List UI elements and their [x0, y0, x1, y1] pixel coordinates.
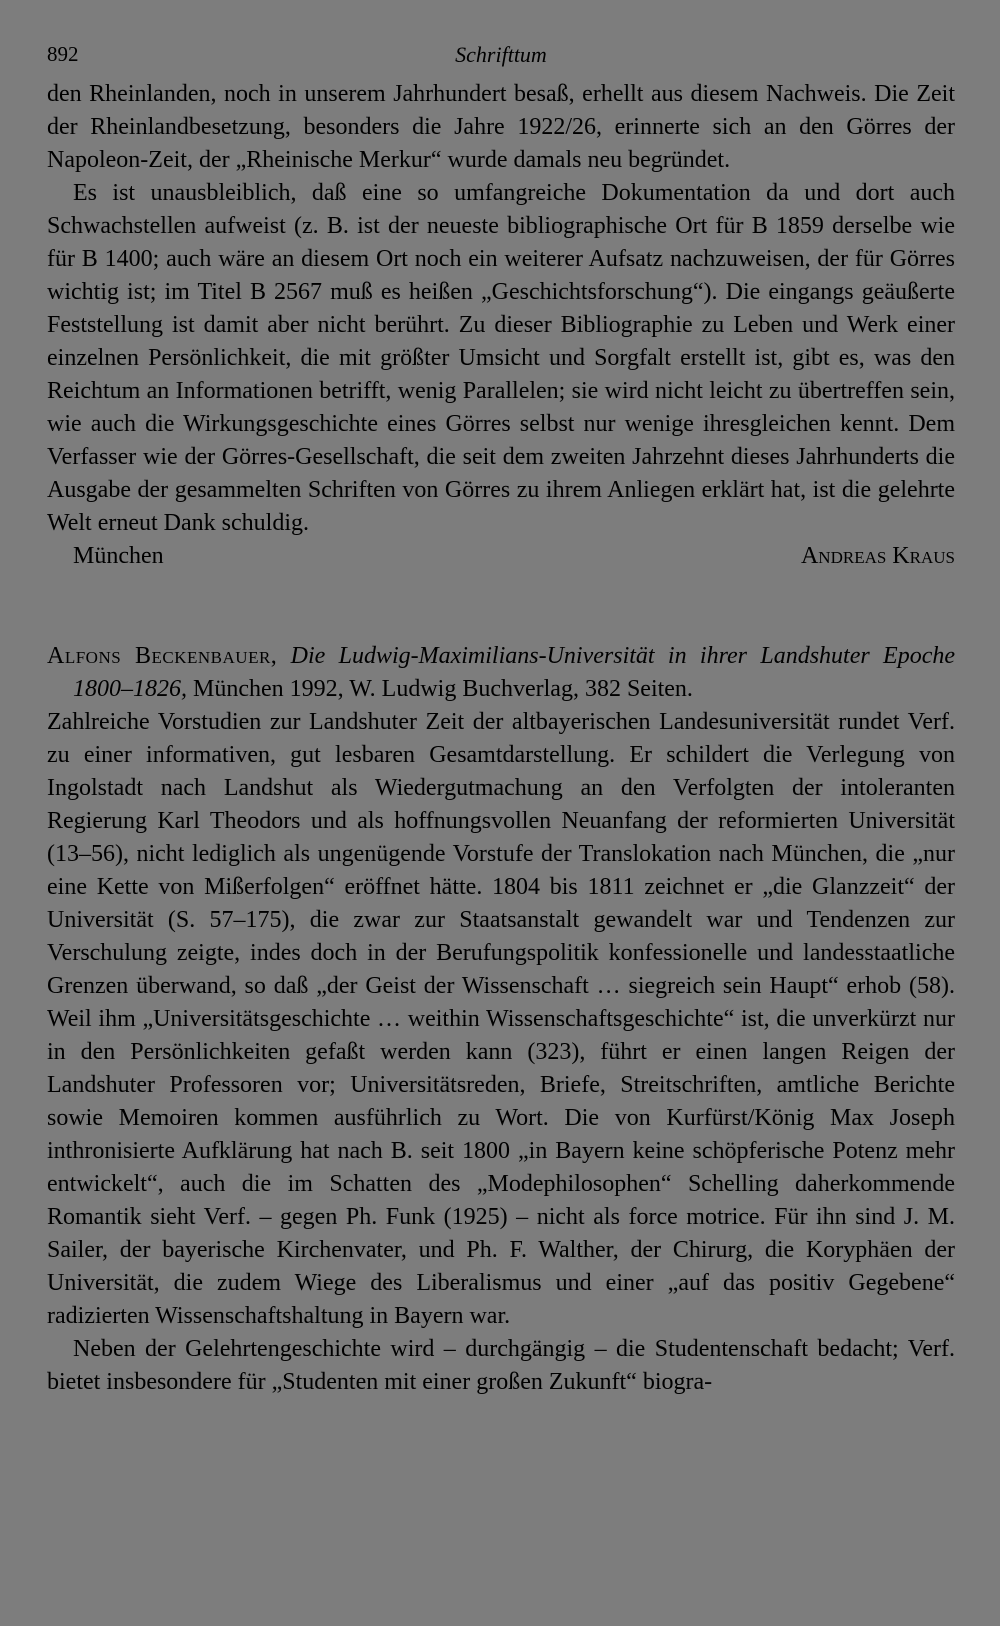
running-title: Schrifttum — [455, 42, 547, 67]
review1-place: München — [73, 543, 164, 569]
document-page — [47, 38, 955, 1399]
review2-title: Die Ludwig-Maximilians-Universität in ihrer Landshuter Epoche 1800–1826, — [73, 643, 955, 702]
running-header — [47, 38, 955, 78]
review2-paragraph-2: Neben der Gelehrtengeschichte wird – durchgängig – die Studentenschaft bedacht; Verf. bietet insbesondere für „Studenten mit einer großen Zukunft“ biogra- — [47, 1336, 955, 1395]
review1-paragraph-1: den Rheinlanden, noch in unserem Jahrhundert besaß, erhellt aus diesem Nachweis. Die Zeit der Rheinlandbesetzung, besonders die Jahre 1922/26, erinnerte sich an den Görres der Napoleon-Zeit, der „Rheinische Merkur“ wurde damals neu begründet. — [47, 81, 955, 173]
review2-bibliographic-heading — [47, 640, 955, 706]
page-number: 892 — [47, 42, 79, 66]
review1-paragraph-2: Es ist unausbleiblich, daß eine so umfangreiche Dokumentation da und dort auch Schwachstellen aufweist (z. B. ist der neueste bibliographische Ort für B 1859 derselbe wie für B 1400; auch wäre an diesem Ort noch ein weiterer Aufsatz nachzuweisen, der für Görres wichtig ist; im Titel B 2567 muß es heißen „Geschichtsforschung“). Die eingangs geäußerte Feststellung ist damit aber nicht berührt. Zu dieser Bibliographie zu Leben und Werk einer einzelnen Persönlichkeit, die mit größter Umsicht und Sorgfalt erstellt ist, gibt es, was den Reichtum an Informationen betrifft, wenig Parallelen; sie wird nicht leicht zu übertreffen sein, wie auch die Wirkungsgeschichte eines Görres selbst nur wenige ihresgleichen kennt. Dem Verfasser wie der Görres-Gesellschaft, die seit dem zweiten Jahrzehnt dieses Jahrhunderts die Ausgabe der gesammelten Schriften von Görres zu ihrem Anliegen erklärt hat, ist die gelehrte Welt erneut Dank schuldig. — [47, 180, 955, 536]
review1-signature — [47, 540, 955, 573]
review2-author: Alfons Beckenbauer, — [47, 643, 278, 669]
review2-paragraph-1: Zahlreiche Vorstudien zur Landshuter Zeit der altbayerischen Landesuniversität rundet Verf. zu einer informativen, gut lesbaren Gesamtdarstellung. Er schildert die Verlegung von Ingolstadt nach Landshut als Wiedergutmachung an den Verfolgten der intoleranten Regierung Karl Theodors und als hoffnungsvollen Neuanfang der reformierten Universität (13–56), nicht lediglich als ungenügende Vorstufe der Translokation nach München, die „nur eine Kette von Mißerfolgen“ eröffnet hätte. 1804 bis 1811 zeichnet er „die Glanzzeit“ der Universität (S. 57–175), die zwar zur Staatsanstalt gewandelt war und Tendenzen zur Verschulung zeigte, indes doch in der Berufungspolitik konfessionelle und landesstaatliche Grenzen überwand, so daß „der Geist der Wissenschaft … siegreich sein Haupt“ erhob (58). Weil ihm „Universitätsgeschichte … weithin Wissenschaftsgeschichte“ ist, die unverkürzt nur in den Persönlichkeiten gefaßt werden kann (323), führt er einen langen Reigen der Landshuter Professoren vor; Universitätsreden, Briefe, Streitschriften, amtliche Berichte sowie Memoiren kommen ausführlich zu Wort. Die von Kurfürst/König Max Joseph inthronisierte Aufklärung hat nach B. seit 1800 „in Bayern keine schöpferische Potenz mehr entwickelt“, auch die im Schatten des „Modephilosophen“ Schelling daherkommende Romantik sieht Verf. – gegen Ph. Funk (1925) – nicht als force motrice. Für ihn sind J. M. Sailer, der bayerische Kirchenvater, und Ph. F. Walther, der Chirurg, die Koryphäen der Universität, die zudem Wiege des Liberalismus und einer „auf das positiv Gegebene“ radizierten Wissenschaftshaltung in Bayern war. — [47, 709, 955, 1329]
review2-imprint: München 1992, W. Ludwig Buchverlag, 382 Seiten. — [193, 676, 693, 702]
review1-reviewer: Andreas Kraus — [800, 543, 955, 569]
